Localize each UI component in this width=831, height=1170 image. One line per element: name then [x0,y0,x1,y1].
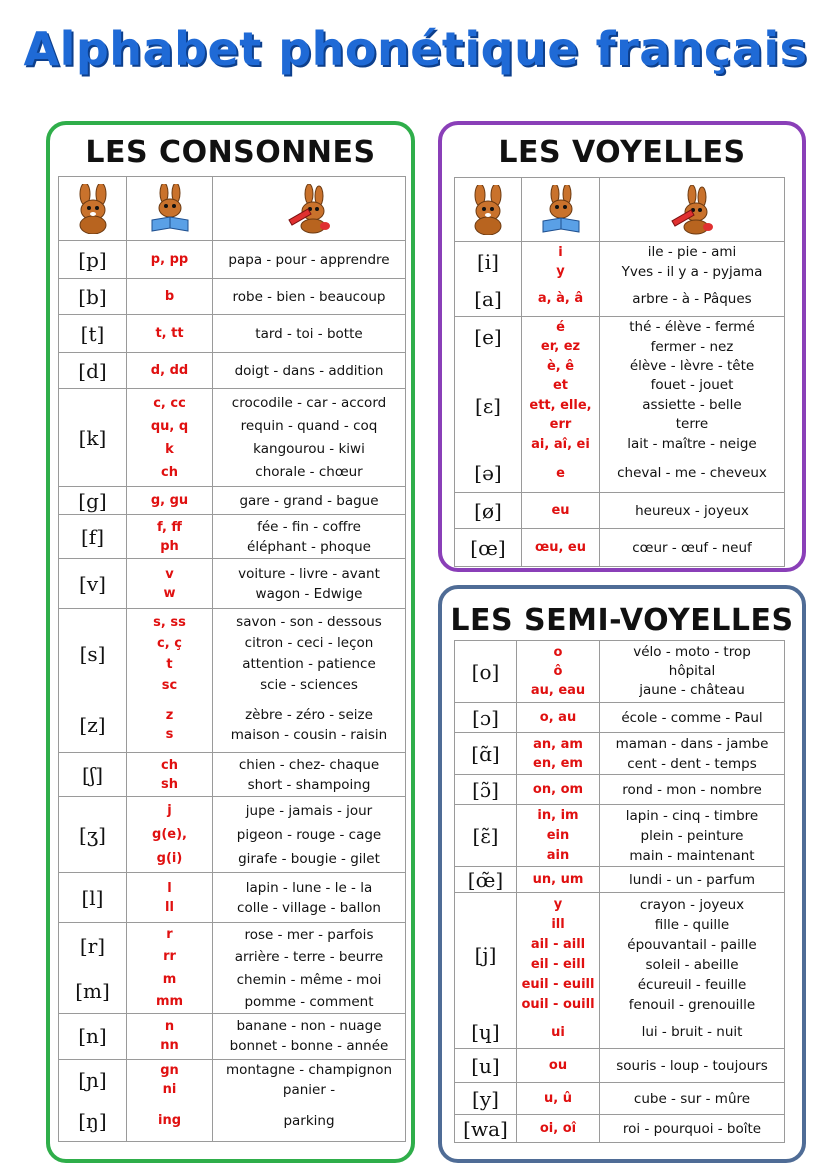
spelling-text: v [165,566,174,582]
phoneme-symbol: [n] [59,1013,127,1059]
spelling-cell [522,282,600,316]
spelling-cell [127,873,213,923]
spelling-cell [127,1013,213,1059]
voyelles-header-row [455,178,785,242]
examples-cell [213,559,406,609]
spelling-text: j [167,802,172,818]
examples-cell [213,515,406,559]
example-text: lapin - lune - le - la [245,879,373,896]
spelling-cell [517,867,600,893]
example-text: jupe - jamais - jour [245,802,373,819]
examples-cell [600,455,785,493]
phoneme-symbol: [ø] [455,493,522,529]
example-text: école - comme - Paul [621,709,763,726]
spelling-text: è, ê [546,358,575,374]
example-text: voiture - livre - avant [238,565,380,582]
spelling-text: w [163,585,176,601]
examples-cell [600,1049,785,1083]
example-text: robe - bien - beaucoup [232,288,386,305]
spelling-text: s, ss [153,614,186,630]
semi-voyelles-title: LES SEMI-VOYELLES [450,603,794,638]
examples-cell [600,775,785,805]
phoneme-row [455,893,785,1017]
spelling-text: sc [161,677,178,693]
voyelles-title: LES VOYELLES [498,135,746,170]
example-text: plein - peinture [640,827,744,844]
spelling-cell [517,641,600,703]
spelling-cell [517,1115,600,1143]
spelling-text: ai, aî, ei [531,436,590,452]
spelling-text: gn [160,1063,179,1079]
examples-cell [213,699,406,753]
spelling-text: b [164,289,175,304]
examples-cell [213,1013,406,1059]
phoneme-symbol: [ɛ] [455,357,522,455]
spelling-text: p, pp [150,252,189,267]
semi-voyelles-table [454,640,785,1143]
example-text: pigeon - rouge - cage [236,826,382,843]
spelling-cell [127,279,213,315]
phoneme-row [455,1049,785,1083]
spelling-text: au, eau [530,683,586,698]
spelling-text: y [556,264,565,279]
phoneme-symbol: [r] [59,923,127,969]
rabbit-writing-icon [600,178,785,242]
voyelles-table [454,177,785,567]
example-text: main - maintenant [629,847,755,864]
page-title: Alphabet phonétique français [23,22,808,76]
spelling-text: é [556,319,565,335]
phoneme-symbol: [ɲ] [59,1059,127,1101]
spelling-text: ll [165,899,174,915]
spelling-cell [127,609,213,699]
spelling-cell [517,703,600,733]
example-text: lait - maître - neige [627,435,757,452]
rabbit-icon [59,177,127,241]
phoneme-row [59,279,406,315]
rabbit-reading-icon [522,178,600,242]
spelling-cell [517,1049,600,1083]
examples-cell [600,357,785,455]
spelling-cell [517,805,600,867]
consonnes-header-row [59,177,406,241]
spelling-text: eil - eill [530,956,586,972]
examples-cell [213,389,406,487]
phoneme-row [455,316,785,357]
spelling-cell [127,797,213,873]
example-text: écureuil - feuille [637,976,747,993]
example-text: pomme - comment [244,993,374,1010]
example-text: cheval - me - cheveux [617,465,767,482]
examples-cell [213,797,406,873]
phoneme-symbol: [y] [455,1083,517,1115]
spelling-cell [517,775,600,805]
example-text: thé - élève - fermé [629,318,755,335]
phoneme-row [455,641,785,703]
spelling-cell [127,969,213,1014]
phoneme-row [455,357,785,455]
spelling-cell [127,389,213,487]
spelling-text: d, dd [150,363,189,378]
spelling-cell [127,923,213,969]
example-text: zèbre - zéro - seize [245,707,373,724]
spelling-text: qu, q [150,418,189,434]
spelling-cell [127,1101,213,1141]
spelling-text: oi, oî [539,1121,577,1136]
example-text: épouvantail - paille [627,936,757,953]
spelling-text: eu [551,503,570,518]
spelling-text: t, tt [155,326,184,341]
consonnes-table [58,176,406,1142]
phoneme-row [59,559,406,609]
example-text: maison - cousin - raisin [230,727,388,744]
phoneme-row [59,609,406,699]
spelling-text: ph [160,538,179,554]
examples-cell [600,1115,785,1143]
example-text: ile - pie - ami [647,244,737,260]
phoneme-symbol: [t] [59,315,127,353]
spelling-text: on, om [532,782,584,797]
phoneme-symbol: [v] [59,559,127,609]
example-text: colle - village - ballon [237,899,381,916]
examples-cell [600,316,785,357]
phoneme-symbol: [i] [455,242,522,283]
examples-cell [213,609,406,699]
phoneme-row [59,487,406,515]
spelling-text: ui [551,1024,565,1040]
example-text: short - shampoing [247,776,371,793]
phoneme-row [455,867,785,893]
phoneme-symbol: [ɔ] [455,703,517,733]
phoneme-symbol: [wa] [455,1115,517,1143]
example-text: hôpital [668,663,716,679]
phoneme-symbol: [z] [59,699,127,753]
examples-cell [600,1017,785,1049]
spelling-text: ill [551,916,565,932]
example-text: rond - mon - nombre [622,781,762,798]
example-text: doigt - dans - addition [234,362,384,379]
spelling-text: an, am [533,736,583,752]
spelling-cell [127,753,213,797]
phoneme-row [455,1017,785,1049]
phoneme-row [59,753,406,797]
spelling-text: c, ç [157,635,182,651]
spelling-cell [522,529,600,567]
example-text: lapin - cinq - timbre [625,807,759,824]
phoneme-row [59,315,406,353]
example-text: kangourou - kiwi [253,440,365,457]
spelling-text: l [167,880,172,896]
example-text: gare - grand - bague [239,492,379,509]
phoneme-row [455,455,785,493]
example-text: fenouil - grenouille [628,996,756,1013]
example-text: crayon - joyeux [639,896,745,913]
phoneme-row [59,389,406,487]
phoneme-symbol: [d] [59,353,127,389]
example-text: lui - bruit - nuit [641,1024,743,1041]
spelling-cell [127,515,213,559]
spelling-text: œu, eu [534,540,587,555]
spelling-text: k [165,441,174,457]
examples-cell [600,703,785,733]
example-text: Yves - il y a - pyjama [621,264,763,280]
spelling-text: ein [546,827,570,843]
examples-cell [600,493,785,529]
phoneme-symbol: [ŋ] [59,1101,127,1141]
spelling-text: ain [546,847,570,863]
phoneme-row [59,241,406,279]
example-text: cube - sur - mûre [633,1090,751,1107]
phoneme-symbol: [g] [59,487,127,515]
spelling-cell [522,493,600,529]
examples-cell [213,753,406,797]
phoneme-row [455,493,785,529]
phoneme-symbol: [ɛ̃] [455,805,517,867]
examples-cell [213,1101,406,1141]
example-text: panier - [282,1082,336,1099]
spelling-cell [522,455,600,493]
phoneme-row [455,703,785,733]
spelling-cell [522,357,600,455]
example-text: arrière - terre - beurre [234,948,384,965]
example-text: heureux - joyeux [635,502,749,519]
spelling-cell [522,316,600,357]
phoneme-symbol: [m] [59,969,127,1014]
spelling-text: un, um [532,872,584,887]
spelling-text: err [549,417,572,433]
phoneme-symbol: [ɔ̃] [455,775,517,805]
example-text: fouet - jouet [650,377,734,394]
spelling-cell [127,1059,213,1101]
phoneme-row [59,923,406,969]
phoneme-symbol: [u] [455,1049,517,1083]
phoneme-symbol: [ʒ] [59,797,127,873]
spelling-text: et [552,378,569,394]
example-text: crocodile - car - accord [231,394,387,411]
example-text: fille - quille [654,916,730,933]
example-text: scie - sciences [260,676,358,693]
example-text: assiette - belle [642,396,742,413]
example-text: savon - son - dessous [236,613,382,630]
examples-cell [213,279,406,315]
phoneme-symbol: [ɑ̃] [455,733,517,775]
spelling-cell [127,699,213,753]
example-text: cent - dent - temps [627,755,757,772]
phoneme-row [455,282,785,316]
example-text: attention - patience [242,655,376,672]
phoneme-row [59,797,406,873]
spelling-cell [522,242,600,283]
spelling-cell [127,353,213,389]
example-text: banane - non - nuage [236,1018,382,1034]
spelling-text: nn [160,1038,179,1053]
phoneme-row [59,1013,406,1059]
spelling-cell [517,733,600,775]
example-text: tard - toi - botte [255,325,363,342]
example-text: chorale - chœur [255,463,363,480]
example-text: rose - mer - parfois [244,926,374,943]
example-text: fée - fin - coffre [257,518,361,535]
spelling-text: t [166,656,173,672]
phoneme-symbol: [o] [455,641,517,703]
example-text: vélo - moto - trop [633,644,751,660]
examples-cell [600,733,785,775]
phoneme-row [455,805,785,867]
spelling-text: ett, elle, [529,397,592,413]
spelling-text: f, ff [157,519,182,535]
phoneme-row [455,529,785,567]
example-text: maman - dans - jambe [615,735,769,752]
phoneme-symbol: [ɥ] [455,1017,517,1049]
examples-cell [213,353,406,389]
example-text: fermer - nez [650,338,734,355]
rabbit-reading-icon [127,177,213,241]
phoneme-symbol: [e] [455,316,522,357]
spelling-text: ô [553,664,563,679]
spelling-text: ch [161,757,178,773]
spelling-cell [517,1083,600,1115]
rabbit-writing-icon [213,177,406,241]
examples-cell [213,487,406,515]
phoneme-symbol: [l] [59,873,127,923]
spelling-cell [517,893,600,1017]
example-text: bonnet - bonne - année [229,1038,389,1054]
example-text: girafe - bougie - gilet [238,850,380,867]
spelling-cell [127,315,213,353]
phoneme-symbol: [k] [59,389,127,487]
example-text: éléphant - phoque [247,538,371,555]
example-text: citron - ceci - leçon [244,634,374,651]
spelling-text: o [553,645,563,660]
phoneme-row [59,699,406,753]
example-text: roi - pourquoi - boîte [622,1120,762,1137]
spelling-cell [127,487,213,515]
spelling-text: ouil - ouill [521,996,595,1012]
phoneme-symbol: [j] [455,893,517,1017]
example-text: soleil - abeille [645,956,739,973]
consonnes-title: LES CONSONNES [85,135,376,170]
examples-cell [213,315,406,353]
example-text: chemin - même - moi [236,971,382,988]
example-text: lundi - un - parfum [628,871,756,888]
spelling-text: s [165,727,174,743]
example-text: souris - loup - toujours [616,1057,768,1074]
spelling-text: ail - aill [530,936,586,952]
spelling-text: ou [548,1058,568,1073]
examples-cell [600,282,785,316]
phoneme-symbol: [œ] [455,529,522,567]
spelling-text: c, cc [153,395,186,411]
spelling-text: g(i) [156,850,183,866]
examples-cell [600,242,785,283]
spelling-text: u, û [544,1091,572,1106]
spelling-text: er, ez [540,338,581,354]
spelling-text: e [556,465,565,481]
examples-cell [600,529,785,567]
phoneme-symbol: [ʃ] [59,753,127,797]
phoneme-symbol: [œ̃] [455,867,517,893]
example-text: requin - quand - coq [240,417,378,434]
example-text: parking [283,1112,335,1129]
spelling-text: r [166,926,173,942]
spelling-text: i [558,245,563,260]
example-text: papa - pour - apprendre [228,251,390,268]
phoneme-symbol: [s] [59,609,127,699]
example-text: jaune - château [639,682,745,698]
example-text: montagne - champignon [225,1062,393,1079]
phoneme-symbol: [a] [455,282,522,316]
examples-cell [213,873,406,923]
phoneme-row [455,733,785,775]
spelling-cell [517,1017,600,1049]
examples-cell [600,805,785,867]
examples-cell [600,1083,785,1115]
spelling-text: en, em [533,755,583,771]
phoneme-symbol: [ə] [455,455,522,493]
phoneme-row [59,1059,406,1101]
spelling-text: ni [162,1082,177,1098]
spelling-text: ch [161,464,178,480]
phoneme-row [59,353,406,389]
phoneme-symbol: [p] [59,241,127,279]
spelling-cell [127,241,213,279]
examples-cell [213,241,406,279]
example-text: élève - lèvre - tête [629,357,755,374]
examples-cell [213,969,406,1014]
phoneme-row [455,775,785,805]
phoneme-row [455,1083,785,1115]
example-text: chien - chez- chaque [238,756,380,773]
phoneme-row [59,969,406,1014]
examples-cell [600,641,785,703]
spelling-cell [127,559,213,609]
spelling-text: o, au [539,710,577,725]
example-text: wagon - Edwige [255,585,363,602]
spelling-text: y [553,896,563,912]
examples-cell [600,893,785,1017]
spelling-text: g, gu [150,493,189,508]
rabbit-icon [455,178,522,242]
spelling-text: z [165,708,174,724]
example-text: arbre - à - Pâques [632,290,752,307]
phoneme-symbol: [f] [59,515,127,559]
spelling-text: euil - euill [521,976,595,992]
spelling-text: a, à, â [537,291,584,307]
spelling-text: sh [161,776,178,792]
phoneme-row [455,242,785,283]
example-text: cœur - œuf - neuf [632,539,752,556]
spelling-text: n [164,1019,175,1034]
phoneme-row [59,515,406,559]
spelling-text: in, im [537,807,579,823]
phoneme-row [59,1101,406,1141]
spelling-text: m [162,971,177,987]
examples-cell [213,923,406,969]
example-text: terre [675,416,709,433]
spelling-text: ing [157,1113,182,1129]
examples-cell [600,867,785,893]
phoneme-row [455,1115,785,1143]
examples-cell [213,1059,406,1101]
spelling-text: g(e), [152,826,187,842]
spelling-text: mm [155,993,184,1009]
phoneme-symbol: [b] [59,279,127,315]
spelling-text: rr [163,948,176,964]
phoneme-row [59,873,406,923]
